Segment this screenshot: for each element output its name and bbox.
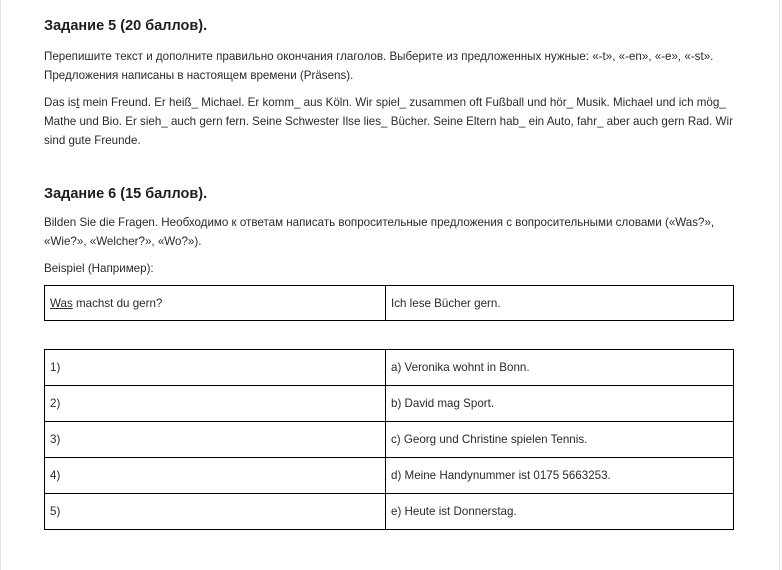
table-row xyxy=(45,458,734,494)
table-row xyxy=(45,350,734,386)
task6-instruction: Bilden Sie die Fragen. Необходимо к ответам написать вопросительные предложения с вопросительными словами («Was?», «Wie?», «Welcher?», «Wo?»). xyxy=(44,216,715,248)
row-answer-cell: d) Meine Handynummer ist 0175 5663253. xyxy=(386,458,734,494)
example-row xyxy=(45,286,734,321)
row-number-cell[interactable]: 5) xyxy=(45,494,386,530)
table-row xyxy=(45,494,734,530)
task5-title: Задание 5 (20 баллов). xyxy=(44,18,208,34)
task5-text-underlined-letter: t xyxy=(76,96,80,109)
task6-title: Задание 6 (15 баллов). xyxy=(44,186,208,202)
row-answer-cell: c) Georg und Christine spielen Tennis. xyxy=(386,422,734,458)
task5-instruction-line2: Предложения написаны в настоящем времени (Präsens). xyxy=(44,69,354,82)
table-row xyxy=(45,386,734,422)
task5-text-part2: mein Freund. Er heiß_ Michael. Er komm_ aus Köln. Wir spiel_ zusammen oft Fußball und hör_ Musik. Michael und ich mög_ Mathe und Bio. Er sieh_ auch gern fern. Seine Schwester Ilse lies_ Bücher. Seine Eltern hab_ ein Auto, fahr_ aber auch gern Rad. Wir sind gute Freunde. xyxy=(44,96,733,147)
row-number-cell[interactable]: 1) xyxy=(45,350,386,386)
task5-text-part1: Das is xyxy=(44,96,77,109)
row-number-cell[interactable]: 3) xyxy=(45,422,386,458)
example-question-word: Was xyxy=(50,296,73,310)
example-answer-cell: Ich lese Bücher gern. xyxy=(386,286,734,321)
row-answer-cell: a) Veronika wohnt in Bonn. xyxy=(386,350,734,386)
task5-instruction-line1: Перепишите текст и дополните правильно окончания глаголов. Выберите из предложенных нужные: «-t», «-en», «-e», «-st». xyxy=(44,50,714,63)
row-number-cell[interactable]: 4) xyxy=(45,458,386,494)
example-label: Beispiel (Например): xyxy=(44,262,154,275)
example-question-rest: machst du gern? xyxy=(72,296,163,310)
row-answer-cell: e) Heute ist Donnerstag. xyxy=(386,494,734,530)
row-number-cell[interactable]: 2) xyxy=(45,386,386,422)
table-row xyxy=(45,422,734,458)
example-table xyxy=(44,285,734,321)
row-answer-cell: b) David mag Sport. xyxy=(386,386,734,422)
task5-text xyxy=(44,93,739,150)
example-question-cell xyxy=(45,286,386,321)
exercise-table xyxy=(44,349,734,530)
